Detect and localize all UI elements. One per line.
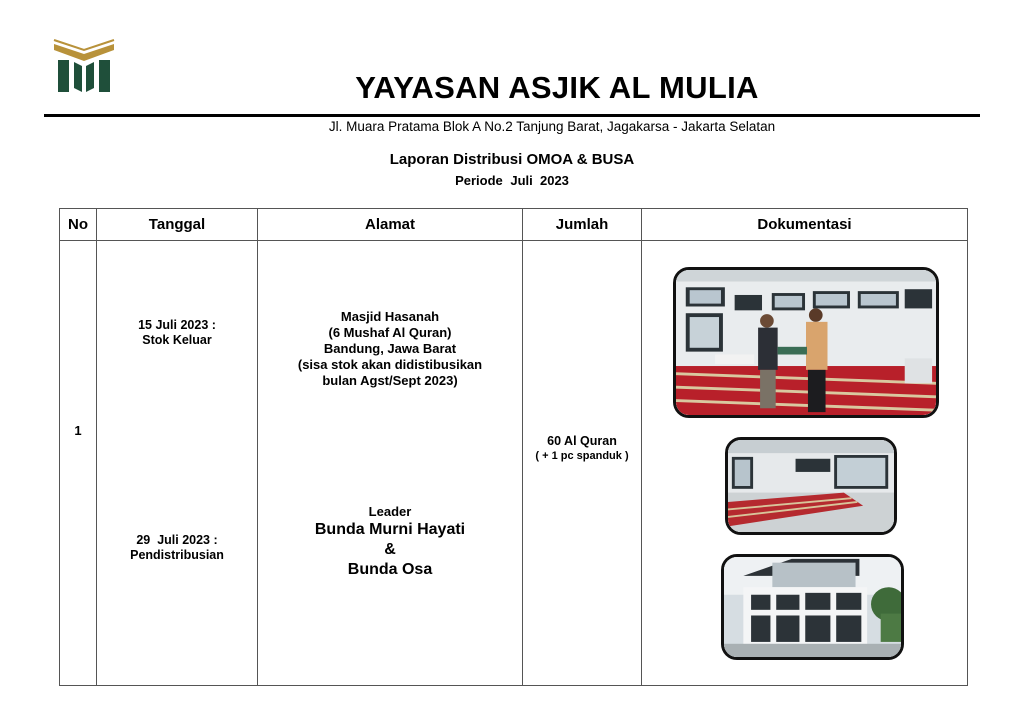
- row-number: 1: [74, 423, 82, 438]
- qty-main: 60 Al Quran: [547, 434, 617, 448]
- address-line: bulan Agst/Sept 2023): [322, 373, 458, 388]
- date-distribution-label: Pendistribusian: [130, 548, 224, 562]
- distribution-table: [59, 208, 968, 686]
- leader-name-1: Bunda Murni Hayati: [314, 521, 466, 538]
- documentation-photo-hall: [725, 437, 897, 535]
- leader-label: Leader: [368, 504, 412, 519]
- header-no: No: [60, 209, 97, 241]
- cell-date: [97, 241, 258, 686]
- org-address: Jl. Muara Pratama Blok A No.2 Tanjung Barat, Jagakarsa - Jakarta Selatan: [328, 119, 776, 134]
- qty-sub: ( + 1 pc spanduk ): [535, 450, 629, 462]
- cell-qty: [523, 241, 642, 686]
- leader-name-2: Bunda Osa: [347, 561, 433, 578]
- leader-ampersand: &: [384, 541, 396, 558]
- cell-address: [258, 241, 523, 686]
- date-distribution: 29 Juli 2023 :: [136, 533, 218, 547]
- cell-no: [60, 241, 97, 686]
- header-docs: Dokumentasi: [642, 209, 968, 241]
- period-value: Juli 2023: [510, 173, 569, 188]
- address-line: Bandung, Jawa Barat: [323, 341, 457, 356]
- org-name: YAYASAN ASJIK AL MULIA: [355, 70, 759, 105]
- address-line: (6 Mushaf Al Quran): [328, 325, 452, 340]
- header-qty: Jumlah: [523, 209, 642, 241]
- address-line: Masjid Hasanah: [340, 309, 440, 324]
- documentation-photo-building: [721, 554, 904, 660]
- table-header-row: [60, 209, 968, 241]
- date-stock-out: 15 Juli 2023 :: [138, 318, 216, 332]
- date-stock-out-label: Stok Keluar: [142, 333, 212, 347]
- table-row: [60, 241, 968, 686]
- header-date: Tanggal: [97, 209, 258, 241]
- report-period: [0, 173, 1024, 188]
- header-address: Alamat: [258, 209, 523, 241]
- documentation-photo-handover: [673, 267, 939, 418]
- report-title: Laporan Distribusi OMOA & BUSA: [389, 151, 635, 168]
- cell-docs: [642, 241, 968, 686]
- header-divider: [44, 114, 980, 117]
- address-line: (sisa stok akan didistibusikan: [297, 357, 483, 372]
- period-label: Periode: [455, 173, 503, 188]
